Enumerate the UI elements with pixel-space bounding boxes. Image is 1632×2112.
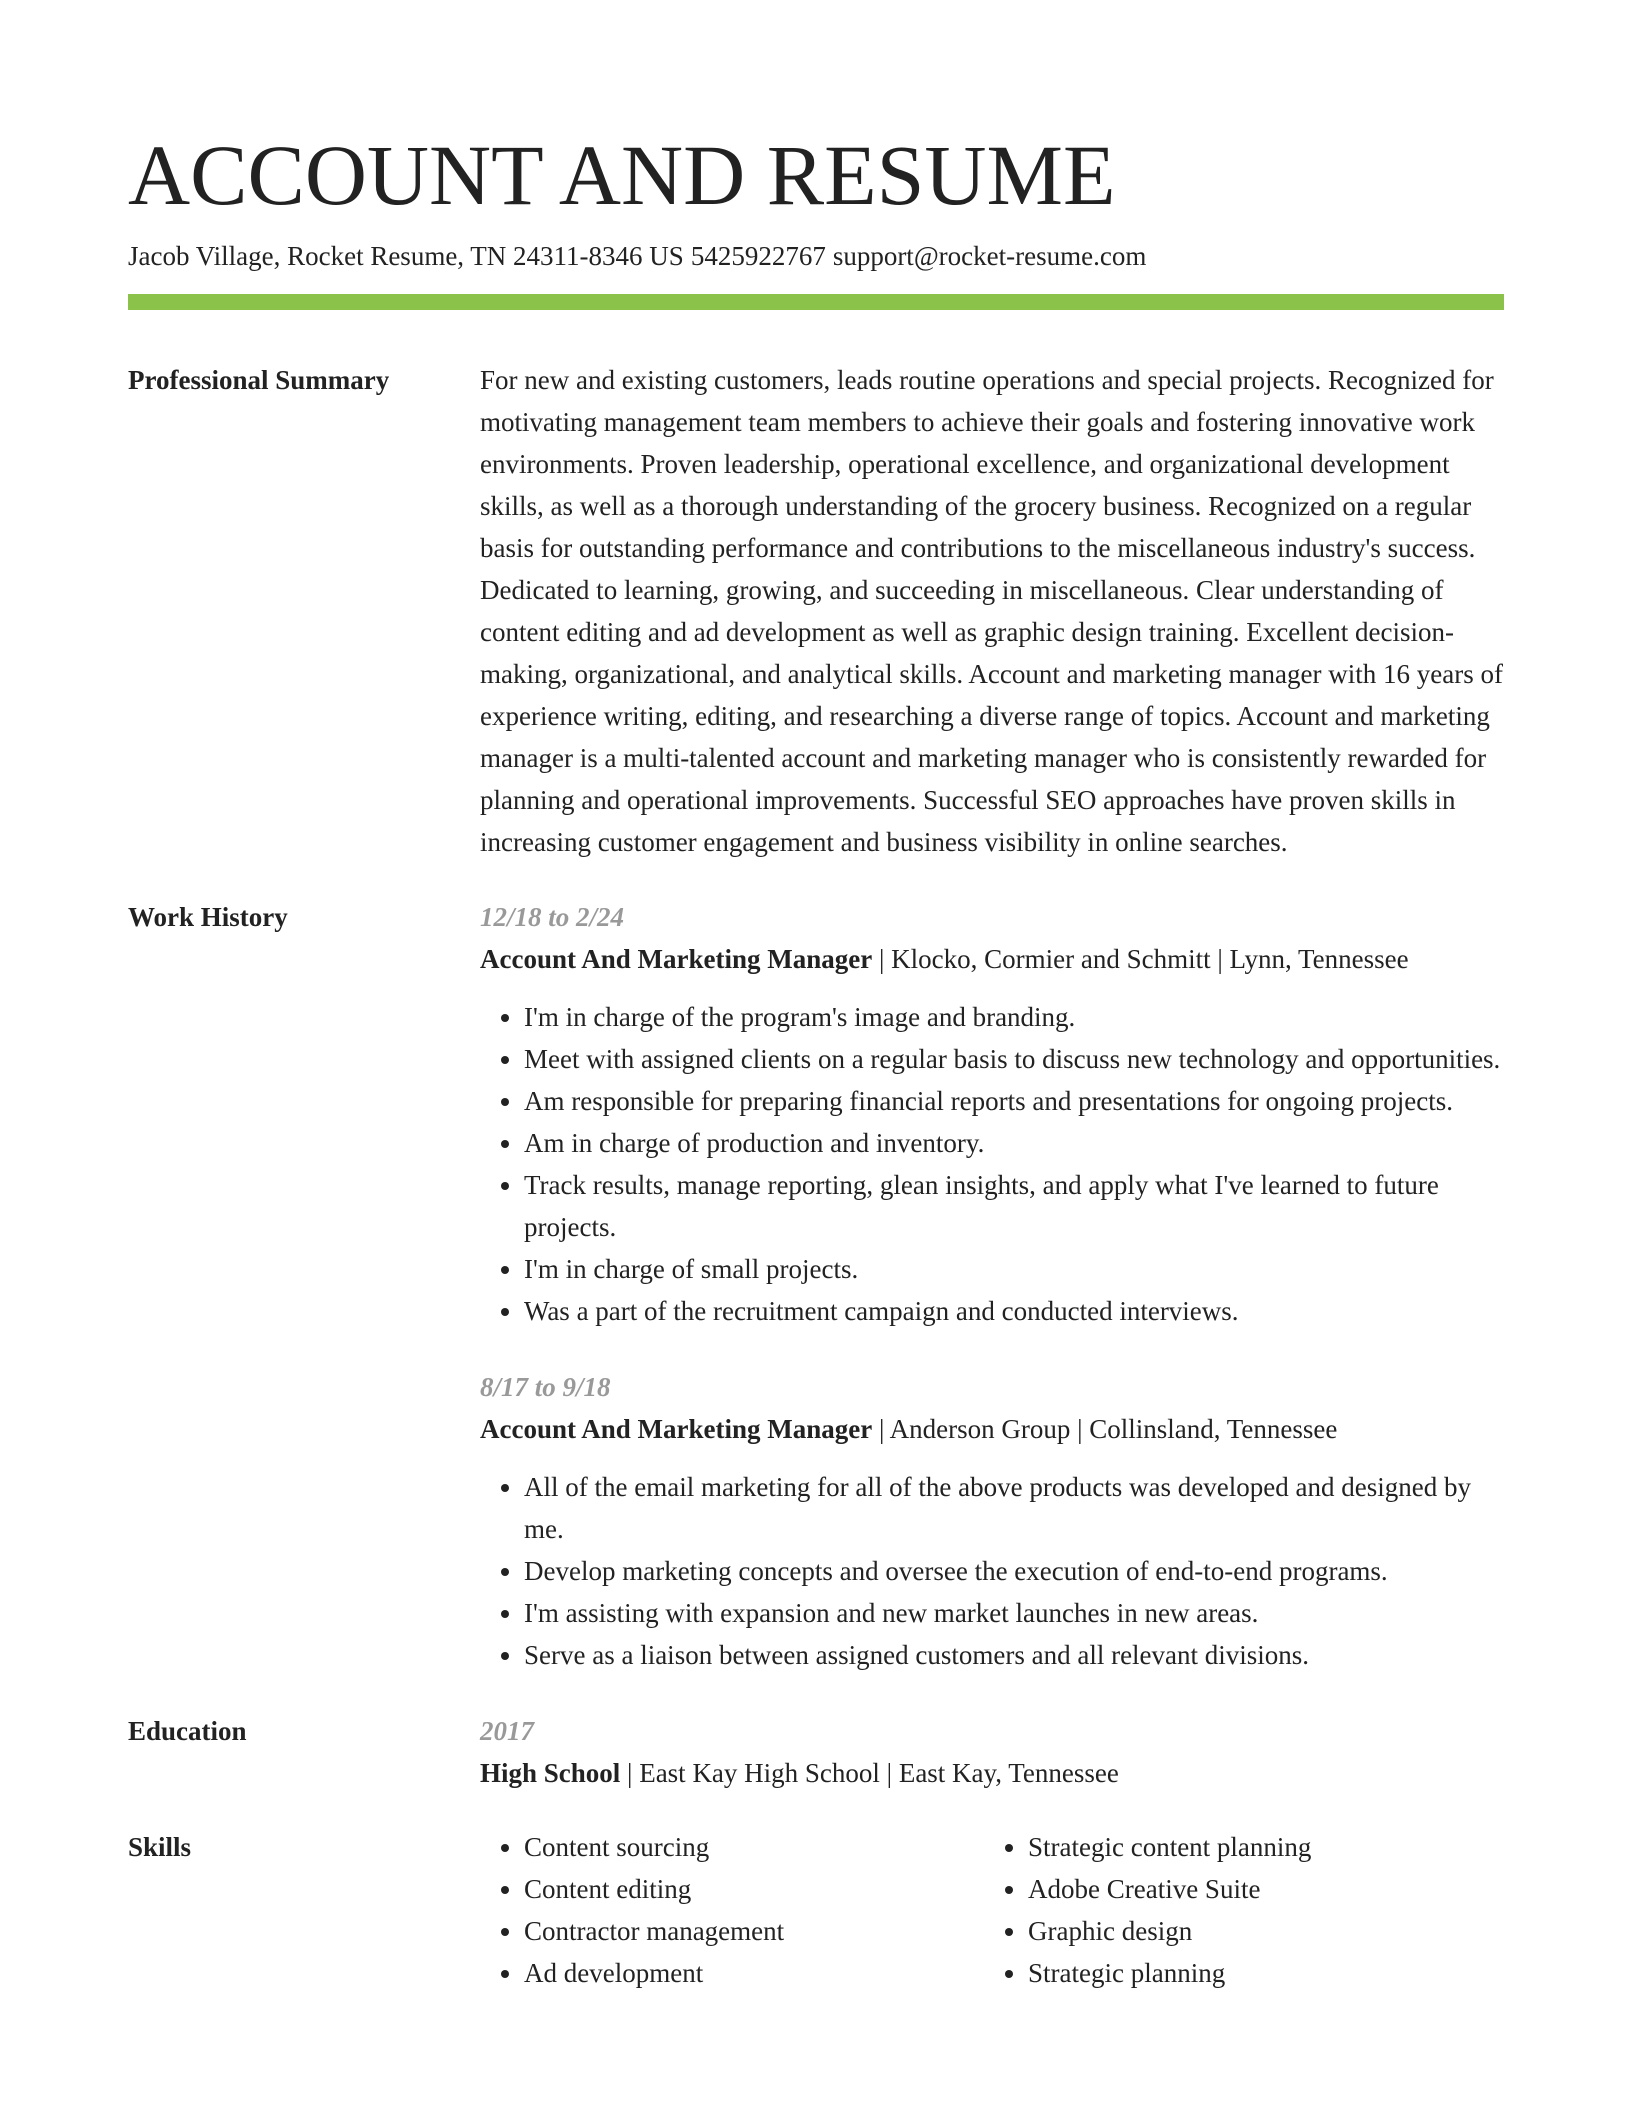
summary-section xyxy=(128,359,1504,863)
job-heading xyxy=(480,1408,1504,1450)
job-title: Account And Marketing Manager xyxy=(480,1414,873,1445)
skills-label: Skills xyxy=(128,1832,192,1863)
contact-phone: 5425922767 xyxy=(690,241,826,271)
job-company-location: | Anderson Group | Collinsland, Tennessee xyxy=(872,1414,1338,1445)
skill-item: • Strategic content planning xyxy=(1028,1826,1488,1868)
skill-item: • Graphic design xyxy=(1028,1910,1488,1952)
job-bullet: • I'm assisting with expansion and new market launches in new areas. xyxy=(524,1592,1504,1634)
education-degree: High School xyxy=(480,1758,621,1789)
job-bullet: • Am in charge of production and inventory. xyxy=(524,1122,1504,1164)
job-bullets xyxy=(480,1466,1504,1676)
skills-list-left xyxy=(480,1826,984,1994)
job-entry xyxy=(480,896,1504,1332)
education-school-location: | East Kay High School | East Kay, Tennessee xyxy=(620,1758,1119,1789)
job-dates: 12/18 to 2/24 xyxy=(480,902,625,933)
job-bullets xyxy=(480,996,1504,1332)
skill-item: • Strategic planning xyxy=(1028,1952,1488,1994)
education-label: Education xyxy=(128,1716,247,1747)
job-title: Account And Marketing Manager xyxy=(480,944,873,975)
skill-item: • Adobe Creative Suite xyxy=(1028,1868,1488,1910)
job-bullet: • Am responsible for preparing financial reports and presentations for ongoing projects. xyxy=(524,1080,1504,1122)
skills-section xyxy=(128,1826,1504,1994)
skills-list-right xyxy=(984,1826,1488,1994)
work-history-section xyxy=(128,896,1504,1676)
contact-line xyxy=(128,240,1504,272)
job-entry xyxy=(480,1366,1504,1676)
work-history-label: Work History xyxy=(128,902,288,933)
skill-item: • Content editing xyxy=(524,1868,984,1910)
job-dates: 8/17 to 9/18 xyxy=(480,1372,611,1403)
contact-address: Jacob Village, Rocket Resume, TN 24311-8346 US xyxy=(128,241,684,271)
job-bullet: • Develop marketing concepts and oversee the execution of end-to-end programs. xyxy=(524,1550,1504,1592)
job-bullet: • Meet with assigned clients on a regular basis to discuss new technology and opportunities. xyxy=(524,1038,1504,1080)
skill-item: • Contractor management xyxy=(524,1910,984,1952)
job-bullet: • Track results, manage reporting, glean insights, and apply what I've learned to future projects. xyxy=(524,1164,1504,1248)
job-heading xyxy=(480,938,1504,980)
job-bullet: • Was a part of the recruitment campaign and conducted interviews. xyxy=(524,1290,1504,1332)
job-bullet: • Serve as a liaison between assigned customers and all relevant divisions. xyxy=(524,1634,1504,1676)
skills-grid xyxy=(480,1826,1504,1994)
job-company-location: | Klocko, Cormier and Schmitt | Lynn, Tennessee xyxy=(872,944,1409,975)
job-bullet: • All of the email marketing for all of the above products was developed and designed by me. xyxy=(524,1466,1504,1550)
job-bullet: • I'm in charge of the program's image and branding. xyxy=(524,996,1504,1038)
education-year: 2017 xyxy=(480,1716,534,1747)
job-bullet: • I'm in charge of small projects. xyxy=(524,1248,1504,1290)
skill-item: • Ad development xyxy=(524,1952,984,1994)
education-heading xyxy=(480,1752,1504,1794)
resume-name: ACCOUNT AND RESUME xyxy=(128,127,1116,223)
summary-text: For new and existing customers, leads routine operations and special projects. Recognized for motivating management team members to achieve their goals and fostering innovative work environments. Proven leadership, operational excellence, and organizational development skills, as well as a thorough understanding of the grocery business. Recognized on a regular basis for outstanding performance and contributions to the miscellaneous industry's success. Dedicated to learning, growing, and succeeding in miscellaneous. Clear understanding of content editing and ad development as well as graphic design training. Excellent decision-making, organizational, and analytical skills. Account and marketing manager with 16 years of experience writing, editing, and researching a diverse range of topics. Account and marketing manager is a multi-talented account and marketing manager who is consistently rewarded for planning and operational improvements. Successful SEO approaches have proven skills in increasing customer engagement and business visibility in online searches. xyxy=(480,365,1503,858)
education-section xyxy=(128,1710,1504,1794)
header-divider xyxy=(128,294,1504,310)
summary-label: Professional Summary xyxy=(128,365,390,396)
contact-email: support@rocket-resume.com xyxy=(832,241,1147,271)
skill-item: • Content sourcing xyxy=(524,1826,984,1868)
